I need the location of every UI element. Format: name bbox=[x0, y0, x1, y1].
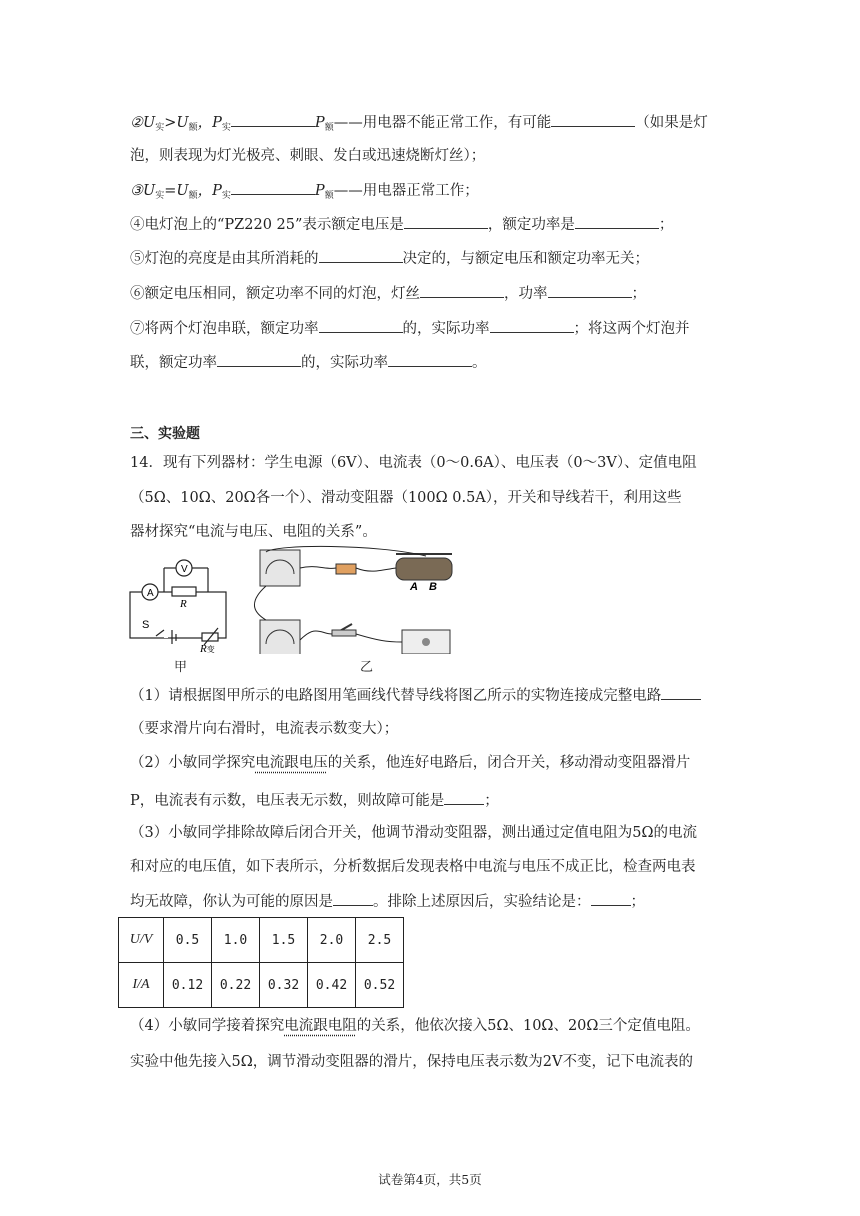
text: 决定的，与额定电压和额定功率无关； bbox=[402, 251, 649, 267]
text: 。 bbox=[472, 355, 487, 371]
text: ⑤灯泡的亮度是由其所消耗的 bbox=[130, 251, 319, 267]
subscript: 额 bbox=[188, 123, 198, 133]
text: ⑦将两个灯泡串联，额定功率 bbox=[130, 321, 319, 337]
text: P bbox=[314, 183, 325, 199]
figure-caption-yi: 乙 bbox=[360, 660, 374, 675]
table-cell: 0.22 bbox=[212, 963, 260, 1008]
row-header-voltage: U/V bbox=[119, 918, 164, 963]
table-cell: 0.52 bbox=[356, 963, 404, 1008]
q14-para-3: 器材探究“电流与电压、电阻的关系”。 bbox=[130, 524, 377, 540]
answer-blank[interactable] bbox=[591, 891, 631, 906]
table-cell: 1.0 bbox=[212, 918, 260, 963]
q14-para-1: 14．现有下列器材：学生电源（6V）、电流表（0～0.6A）、电压表（0～3V）、定值电阻 bbox=[130, 455, 697, 471]
subscript: 实 bbox=[221, 191, 231, 201]
circuit-diagram bbox=[126, 544, 466, 654]
text: （4）小敏同学接着探究 bbox=[130, 1018, 285, 1034]
text-line-4 bbox=[130, 214, 673, 235]
answer-blank[interactable] bbox=[319, 318, 403, 333]
data-table bbox=[118, 917, 404, 1008]
table-cell: 1.5 bbox=[260, 918, 308, 963]
table-cell: 0.32 bbox=[260, 963, 308, 1008]
q14-sub1-line-1 bbox=[130, 685, 701, 706]
text: ②U bbox=[130, 115, 156, 131]
text: ； bbox=[484, 793, 499, 809]
text: 。排除上述原因后，实验结论是： bbox=[373, 894, 591, 910]
text: ——用电器不能正常工作，有可能 bbox=[333, 115, 552, 131]
subscript: 额 bbox=[324, 123, 334, 133]
text: ⑥额定电压相同，额定功率不同的灯泡，灯丝 bbox=[130, 286, 420, 302]
circuit-figure bbox=[126, 544, 466, 675]
text: ； bbox=[630, 894, 645, 910]
q14-sub3-line-2: 和对应的电压值，如下表所示，分析数据后发现表格中电流与电压不成正比，检查两电表 bbox=[130, 859, 696, 875]
answer-blank[interactable] bbox=[551, 112, 635, 127]
text: （1）请根据图甲所示的电路图用笔画线代替导线将图乙所示的实物连接成完整电路 bbox=[130, 688, 662, 704]
emphasis-text: 电流跟电压 bbox=[255, 755, 328, 771]
text: （2）小敏同学探究 bbox=[130, 755, 256, 771]
answer-blank[interactable] bbox=[319, 248, 403, 263]
apparatus-yi bbox=[254, 546, 452, 654]
text-line-3 bbox=[130, 180, 479, 206]
text: ，P bbox=[197, 115, 222, 131]
text: P bbox=[314, 115, 325, 131]
table-cell: 0.5 bbox=[164, 918, 212, 963]
text-line-2: 泡，则表现为灯光极亮、刺眼、发白或迅速烧断灯丝）； bbox=[130, 148, 486, 164]
table-row bbox=[119, 918, 404, 963]
text: 的，实际功率 bbox=[301, 355, 388, 371]
text: 的，实际功率 bbox=[402, 321, 490, 337]
q14-sub3-line-1: （3）小敏同学排除故障后闭合开关，他调节滑动变阻器，测出通过定值电阻为5Ω的电流 bbox=[130, 825, 697, 841]
answer-blank[interactable] bbox=[575, 214, 659, 229]
table-cell: 0.12 bbox=[164, 963, 212, 1008]
answer-blank[interactable] bbox=[231, 180, 315, 195]
text: ，功率 bbox=[504, 286, 548, 302]
emphasis-text: 电流跟电阻 bbox=[284, 1018, 357, 1034]
text-line-7 bbox=[130, 318, 690, 339]
subscript: 实 bbox=[221, 123, 231, 133]
text: 的关系，他依次接入5Ω、10Ω、20Ω三个定值电阻。 bbox=[356, 1018, 700, 1034]
schematic-jia bbox=[130, 560, 226, 645]
text: ； bbox=[631, 286, 646, 302]
answer-blank[interactable] bbox=[420, 283, 504, 298]
voltmeter-symbol: V bbox=[181, 564, 188, 575]
text: ； bbox=[658, 217, 674, 233]
answer-blank[interactable] bbox=[388, 352, 472, 367]
text: ④电灯泡上的“PZ220 25”表示额定电压是 bbox=[130, 217, 404, 233]
text: （如果是灯 bbox=[635, 115, 708, 131]
ammeter-symbol: A bbox=[147, 588, 154, 599]
text: ，额定功率是 bbox=[487, 217, 575, 233]
switch-label: S bbox=[142, 619, 150, 631]
q14-sub4-line-1 bbox=[130, 1016, 700, 1036]
resistor-label: R bbox=[180, 598, 187, 610]
text-line-1 bbox=[130, 112, 708, 138]
answer-blank[interactable] bbox=[404, 214, 488, 229]
text-line-8 bbox=[130, 352, 487, 373]
subscript: 实 bbox=[155, 123, 165, 133]
row-header-current: I/A bbox=[119, 963, 164, 1008]
section-title: 三、实验题 bbox=[130, 426, 200, 442]
text: 均无故障，你认为可能的原因是 bbox=[130, 894, 333, 910]
table-cell: 2.5 bbox=[356, 918, 404, 963]
subscript: 实 bbox=[155, 191, 165, 201]
answer-blank[interactable] bbox=[661, 685, 701, 700]
q14-sub1-line-2: （要求滑片向右滑时，电流表示数变大）； bbox=[130, 721, 399, 737]
text: ；将这两个灯泡并 bbox=[573, 321, 690, 337]
answer-blank[interactable] bbox=[333, 891, 373, 906]
table-cell: 2.0 bbox=[308, 918, 356, 963]
answer-blank[interactable] bbox=[231, 112, 315, 127]
text: P，电流表有示数，电压表无示数，则故障可能是 bbox=[130, 793, 445, 809]
answer-blank[interactable] bbox=[490, 318, 574, 333]
text: ③U bbox=[130, 183, 156, 199]
rheostat-label: R变 bbox=[200, 643, 215, 654]
subscript: 额 bbox=[188, 191, 198, 201]
text: 联，额定功率 bbox=[130, 355, 217, 371]
q14-sub3-line-3 bbox=[130, 891, 645, 912]
answer-blank[interactable] bbox=[217, 352, 301, 367]
answer-blank[interactable] bbox=[548, 283, 632, 298]
q14-sub2-line-1 bbox=[130, 753, 690, 773]
subscript: 额 bbox=[324, 191, 334, 201]
table-cell: 0.42 bbox=[308, 963, 356, 1008]
page-footer: 试卷第4页，共5页 bbox=[378, 1172, 482, 1187]
q14-sub4-line-2: 实验中他先接入5Ω，调节滑动变阻器的滑片，保持电压表示数为2V不变，记下电流表的 bbox=[130, 1054, 693, 1070]
table-row bbox=[119, 963, 404, 1008]
text: 的关系，他连好电路后，闭合开关，移动滑动变阻器滑片 bbox=[327, 755, 691, 771]
text: =U bbox=[164, 183, 189, 199]
text: ——用电器正常工作； bbox=[333, 183, 479, 199]
answer-blank[interactable] bbox=[444, 790, 484, 805]
text-line-6 bbox=[130, 283, 646, 304]
text: ，P bbox=[197, 183, 222, 199]
q14-para-2: （5Ω、10Ω、20Ω各一个）、滑动变阻器（100Ω 0.5A），开关和导线若干，利用这些 bbox=[130, 490, 682, 506]
q14-sub2-line-2 bbox=[130, 790, 499, 811]
text: >U bbox=[164, 115, 189, 131]
text-line-5 bbox=[130, 248, 649, 269]
point-a-label: A bbox=[410, 581, 418, 593]
figure-caption-jia: 甲 bbox=[174, 660, 188, 675]
point-b-label: B bbox=[429, 581, 437, 593]
